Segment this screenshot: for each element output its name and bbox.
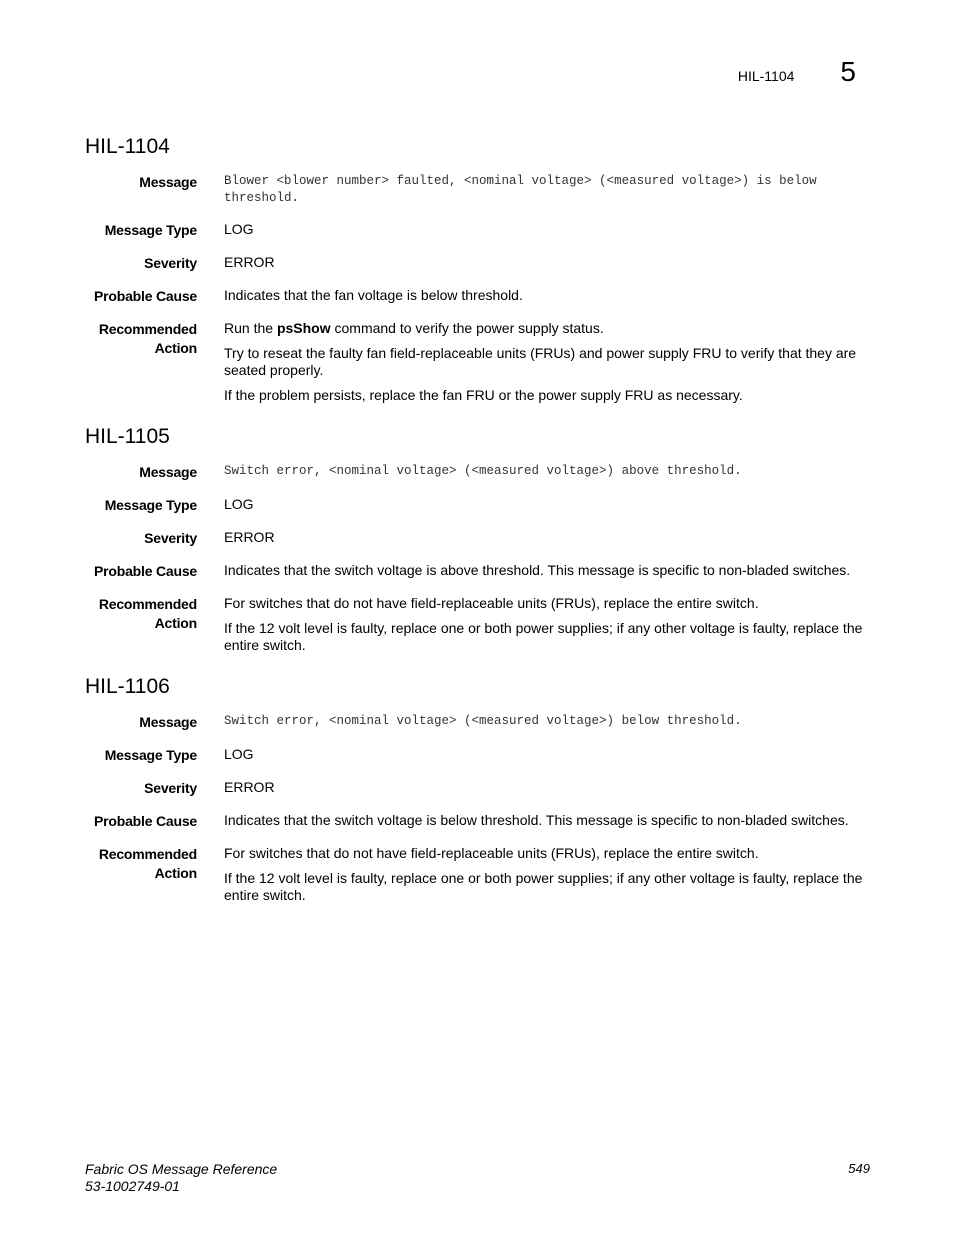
action-paragraph: For switches that do not have field-replaceable units (FRUs), replace the entire switch. <box>224 595 759 611</box>
recommended-action-row <box>0 845 954 904</box>
probable-cause-label: Probable Cause <box>93 813 197 829</box>
command-name: psShow <box>276 320 331 336</box>
footer-page-number: 549 <box>848 1161 870 1176</box>
recommended-label-line2: Action <box>154 865 197 881</box>
recommended-action-value <box>224 845 864 904</box>
action-paragraph: For switches that do not have field-replaceable units (FRUs), replace the entire switch. <box>224 845 759 861</box>
page-header <box>738 56 856 88</box>
probable-cause-value: Indicates that the fan voltage is below threshold. <box>224 287 523 303</box>
message-type-value: LOG <box>224 496 254 512</box>
recommended-label-line2: Action <box>154 340 197 356</box>
message-type-label: Message Type <box>104 497 197 513</box>
message-type-row <box>0 746 954 765</box>
severity-row <box>0 529 954 548</box>
action-paragraph: If the 12 volt level is faulty, replace one or both power supplies; if any other voltage is faulty, replace the entire switch. <box>224 870 863 903</box>
section-hil-1106 <box>0 673 954 904</box>
severity-row <box>0 779 954 798</box>
message-row <box>0 713 954 732</box>
recommended-action-value <box>224 320 864 404</box>
action-text: Run the <box>224 320 277 336</box>
message-type-value: LOG <box>224 221 254 237</box>
recommended-action-label <box>0 845 197 904</box>
message-label: Message <box>139 464 197 480</box>
message-text: Blower <blower number> faulted, <nominal voltage> (<measured voltage>) is below threshold. <box>224 174 817 205</box>
message-type-value: LOG <box>224 746 254 762</box>
message-type-row <box>0 221 954 240</box>
chapter-number: 5 <box>840 56 856 87</box>
section-hil-1104 <box>0 133 954 404</box>
section-title: HIL-1105 <box>85 425 170 448</box>
action-text: command to verify the power supply status. <box>330 320 604 336</box>
severity-value: ERROR <box>224 779 275 795</box>
recommended-action-label <box>0 595 197 654</box>
severity-label: Severity <box>144 780 197 796</box>
recommended-label-line1: Recommended <box>98 846 197 862</box>
message-label: Message <box>139 714 197 730</box>
message-text: Switch error, <nominal voltage> (<measured voltage>) below threshold. <box>224 714 742 728</box>
message-type-row <box>0 496 954 515</box>
severity-value: ERROR <box>224 254 275 270</box>
probable-cause-row <box>0 287 954 306</box>
header-topic: HIL-1104 <box>737 68 795 84</box>
footer-doc-title: Fabric OS Message Reference <box>85 1161 278 1177</box>
message-label: Message <box>139 174 197 190</box>
message-type-label: Message Type <box>104 222 197 238</box>
probable-cause-row <box>0 812 954 831</box>
footer-document-info <box>85 1161 277 1195</box>
severity-label: Severity <box>144 530 197 546</box>
message-row <box>0 463 954 482</box>
section-title: HIL-1104 <box>85 135 170 158</box>
probable-cause-value: Indicates that the switch voltage is above threshold. This message is specific to non-bladed switches. <box>224 562 851 578</box>
severity-row <box>0 254 954 273</box>
message-type-label: Message Type <box>104 747 197 763</box>
recommended-action-value <box>224 595 864 654</box>
recommended-label-line1: Recommended <box>98 596 197 612</box>
probable-cause-value: Indicates that the switch voltage is below threshold. This message is specific to non-bladed switches. <box>224 812 849 828</box>
message-row <box>0 173 954 207</box>
section-hil-1105 <box>0 423 954 654</box>
page-content <box>0 133 954 923</box>
recommended-action-label <box>0 320 197 404</box>
severity-value: ERROR <box>224 529 275 545</box>
action-paragraph <box>224 320 864 337</box>
severity-label: Severity <box>144 255 197 271</box>
recommended-action-row <box>0 595 954 654</box>
probable-cause-row <box>0 562 954 581</box>
recommended-label-line2: Action <box>154 615 197 631</box>
action-paragraph: Try to reseat the faulty fan field-replaceable units (FRUs) and power supply FRU to verify that they are seated properly. <box>224 345 857 378</box>
section-title: HIL-1106 <box>85 675 170 698</box>
probable-cause-label: Probable Cause <box>93 563 197 579</box>
action-paragraph: If the problem persists, replace the fan FRU or the power supply FRU as necessary. <box>224 387 743 403</box>
message-text: Switch error, <nominal voltage> (<measured voltage>) above threshold. <box>224 464 742 478</box>
action-paragraph: If the 12 volt level is faulty, replace one or both power supplies; if any other voltage is faulty, replace the entire switch. <box>224 620 863 653</box>
probable-cause-label: Probable Cause <box>93 288 197 304</box>
recommended-label-line1: Recommended <box>98 321 197 337</box>
footer-doc-number: 53-1002749-01 <box>85 1178 180 1194</box>
recommended-action-row <box>0 320 954 404</box>
